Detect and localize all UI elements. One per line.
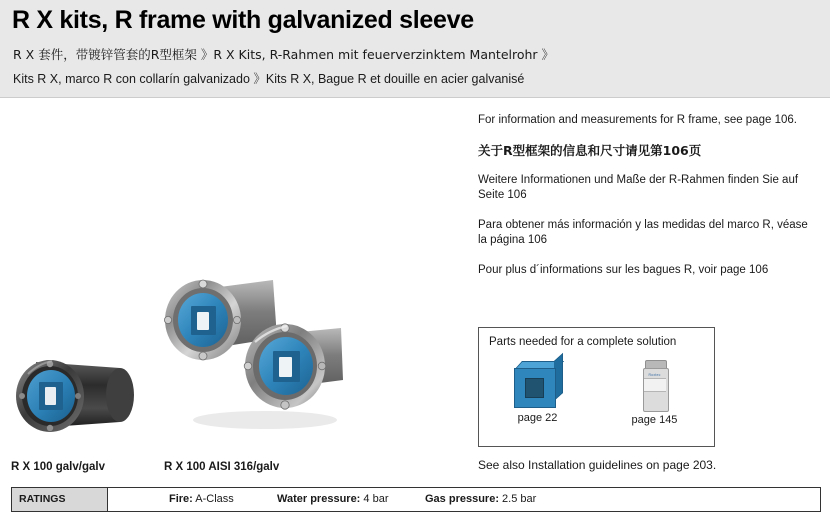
page-title: R X kits, R frame with galvanized sleeve [12,6,474,34]
info-paragraph-en: For information and measurements for R frame, see page 106. [478,114,797,126]
information-column [478,113,818,293]
parts-list [479,360,714,426]
product-photo-rx100-aisi316 [155,262,370,452]
product-caption-b: R X 100 AISI 316/galv [164,461,280,473]
product-caption-a: R X 100 galv/galv [11,461,105,473]
info-paragraph-de: Weitere Informationen und Maße der R-Rahmen finden Sie auf Seite 106 [478,174,799,201]
ratings-label: RATINGS [12,488,108,511]
parts-needed-box [478,327,715,447]
parts-item-sealant[interactable] [596,360,713,426]
parts-item-caption: page 22 [517,412,558,424]
info-paragraph-fr: Pour plus d´informations sur les bagues R, voir page 106 [478,264,769,276]
see-also-text: See also Installation guidelines on page 203. [478,458,717,472]
subtitle-spanish-french: Kits R X, marco R con collarín galvanizado 》Kits R X, Bague R et douille en acier galvanisé [13,72,525,86]
rating-fire-key: Fire: [169,493,193,505]
rating-water-key: Water pressure: [277,493,361,505]
info-paragraph-es: Para obtener más información y las medidas del marco R, véase la página 106 [478,219,808,246]
rating-fire [169,488,234,511]
rating-water-value: 4 bar [363,493,389,505]
product-photo-rx100-galv [8,330,158,450]
sealant-tube-brand-text: Roxtec [648,373,661,377]
parts-item-caption: page 145 [631,414,678,426]
blue-sleeve-block-icon [512,360,564,408]
rating-water-pressure [277,488,388,511]
info-paragraph-zh: 关于R型框架的信息和尺寸请见第106页 [478,143,702,158]
sealant-tube-icon [638,360,672,410]
rating-fire-value: A-Class [195,493,234,505]
rating-gas-value: 2.5 bar [502,493,537,505]
ratings-bar [11,487,821,512]
rating-gas-pressure [425,488,536,511]
parts-box-title: Parts needed for a complete solution [489,336,677,348]
rating-gas-key: Gas pressure: [425,493,499,505]
subtitle-chinese-german: R X 套件，带镀锌管套的R型框架 》R X Kits, R-Rahmen mit feuerverzinktem Mantelrohr 》 [13,47,555,62]
parts-item-sleeve[interactable] [479,360,596,426]
